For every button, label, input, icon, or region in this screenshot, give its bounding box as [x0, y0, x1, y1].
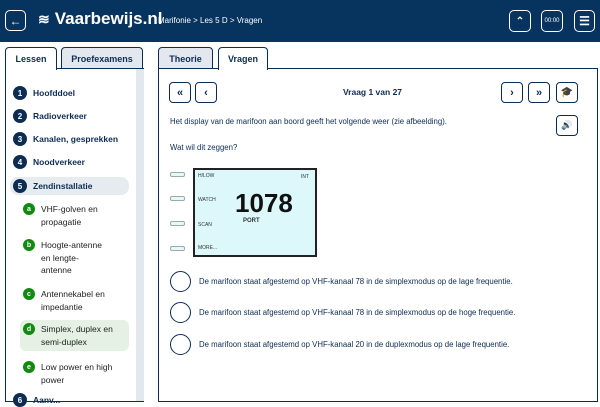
question-prompt: Wat wil dit zeggen?: [170, 143, 238, 152]
tab-lessen[interactable]: Lessen: [5, 47, 57, 70]
sidebar-subitem-a[interactable]: a VHF-golven en propagatie: [23, 203, 118, 228]
header: [0, 0, 600, 42]
tab-theorie[interactable]: Theorie: [158, 47, 213, 69]
sidebar-item-4[interactable]: 4 Noodverkeer: [13, 155, 85, 169]
sidebar-item-3[interactable]: 3 Kanalen, gesprekken: [13, 132, 118, 146]
answer-option-3[interactable]: De marifoon staat afgestemd op VHF-kanaal 20 in de duplexmodus op de lage frequentie.: [170, 334, 509, 355]
collapse-button[interactable]: ⌃: [509, 10, 531, 32]
last-question-button[interactable]: »: [528, 82, 550, 103]
radio-button[interactable]: [170, 334, 191, 355]
sidebar-subitem-c[interactable]: c Antennekabel en impedantie: [23, 288, 123, 313]
tab-proefexamens[interactable]: Proefexamens: [61, 47, 143, 69]
breadcrumb: Marifonie > Les 5 D > Vragen: [158, 16, 263, 25]
timer-button[interactable]: 00:00: [541, 10, 563, 32]
radio-button[interactable]: [170, 271, 191, 292]
menu-button[interactable]: ☰: [574, 10, 595, 32]
sidebar-item-5[interactable]: 5 Zendinstallatie: [10, 177, 129, 195]
sidebar-item-6[interactable]: 6 Aanv...: [13, 393, 60, 407]
graduation-cap-icon[interactable]: 🎓: [556, 82, 578, 103]
tab-vragen[interactable]: Vragen: [218, 47, 268, 70]
sidebar-item-1[interactable]: 1 Hoofddoel: [13, 86, 75, 100]
next-question-button[interactable]: ›: [501, 82, 523, 103]
answer-option-1[interactable]: De marifoon staat afgestemd op VHF-kanaal 78 in de simplexmodus op de lage frequentie.: [170, 271, 513, 292]
sidebar-subitem-b[interactable]: b Hoogte-antenne en lengte-antenne: [23, 239, 103, 277]
question-counter: Vraag 1 van 27: [342, 87, 403, 97]
question-text: Het display van de marifoon aan boord geeft het volgende weer (zie afbeelding).: [170, 117, 447, 126]
scrollbar[interactable]: [136, 69, 144, 401]
back-button[interactable]: ←: [5, 10, 26, 31]
logo[interactable]: ≋ Vaarbewijs.nl: [38, 9, 163, 28]
answer-option-2[interactable]: De marifoon staat afgestemd op VHF-kanaal 78 in de simplexmodus op de hoge frequentie.: [170, 302, 515, 323]
prev-question-button[interactable]: ‹: [195, 82, 217, 103]
sidebar-subitem-e[interactable]: e Low power en high power: [23, 361, 123, 386]
waves-icon: ≋: [38, 10, 50, 27]
radio-button[interactable]: [170, 302, 191, 323]
first-question-button[interactable]: «: [169, 82, 191, 103]
sidebar-item-2[interactable]: 2 Radioverkeer: [13, 109, 87, 123]
speaker-icon[interactable]: 🔊: [556, 115, 578, 136]
sidebar-subitem-d[interactable]: d Simplex, duplex en semi-duplex: [20, 320, 129, 351]
